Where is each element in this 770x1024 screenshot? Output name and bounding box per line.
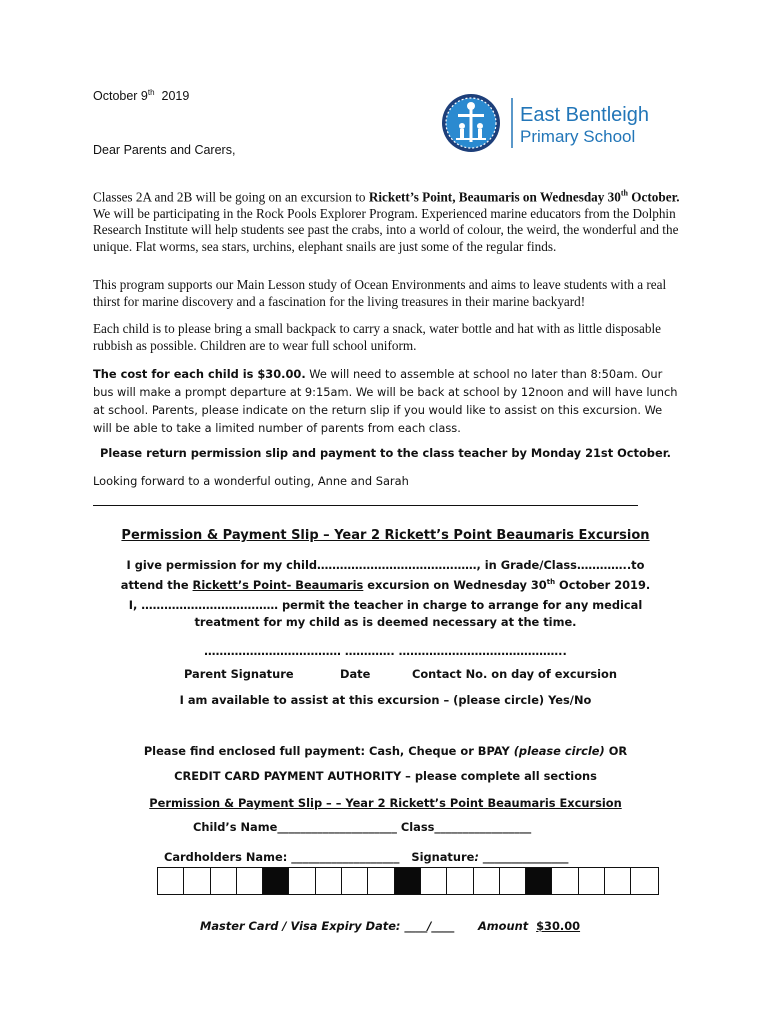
school-crest-icon <box>442 94 500 152</box>
parent-signature-label: Parent Signature <box>184 667 294 681</box>
cut-line-divider <box>93 505 638 506</box>
child-name-class-line: Child’s Name_____________________ Class_________________ <box>193 820 532 834</box>
amount-value: $30.00 <box>536 919 581 933</box>
card-separator-box <box>263 868 289 894</box>
card-digit-box <box>474 868 500 894</box>
card-digit-box <box>579 868 605 894</box>
credit-card-authority-heading: CREDIT CARD PAYMENT AUTHORITY – please complete all sections <box>174 769 597 783</box>
card-digit-box <box>421 868 447 894</box>
card-digit-box <box>342 868 368 894</box>
contact-label: Contact No. on day of excursion <box>412 667 617 681</box>
card-digit-box <box>316 868 342 894</box>
paragraph-program: This program supports our Main Lesson study of Ocean Environments and aims to leave students with a real thirst for marine discovery and a fascination for the living treasures in their marine backyard! <box>93 277 667 309</box>
availability-line: I am available to assist at this excursion – (please circle) Yes/No <box>179 693 592 707</box>
cardholder-line: Cardholders Name: ___________________ Signature: _______________ <box>164 850 569 864</box>
card-separator-box <box>395 868 421 894</box>
paragraph-cost: The cost for each child is $30.00. We will need to assemble at school no later than 8:50am. Our bus will make a prompt departure at 9:15am. We will be back at school by 12noon and will have lunch at school. Parents, please indicate on the return slip if you would like to assist on this excursion. We will be able to take a limited number of parents from each class. <box>93 367 678 435</box>
return-note: Please return permission slip and payment to the class teacher by Monday 21st October. <box>99 446 672 460</box>
permission-statement: I give permission for my child……………………………………, in Grade/Class…………..to attend the Rickett’s Point- Beaumaris excursion on Wednesday 30th October 2019. <box>120 558 651 592</box>
paragraph-excursion: Classes 2A and 2B will be going on an excursion to Rickett’s Point, Beaumaris on Wednesday 30th October. We will be participating in the Rock Pools Explorer Program. Experienced marine educators from the Dolphin Research Institute will help students see past the crabs, into a world of colour, the weird, the wonderful and the unique. Flat worms, sea stars, urchins, elephant snails are just some of the regular finds. <box>93 189 680 254</box>
card-digit-box <box>500 868 526 894</box>
slip2-title: Permission & Payment Slip – – Year 2 Rickett’s Point Beaumaris Excursion <box>149 796 622 810</box>
paragraph-backpack: Each child is to please bring a small backpack to carry a snack, water bottle and hat with as little disposable rubbish as possible. Children are to wear full school uniform. <box>93 321 661 353</box>
card-digit-box <box>211 868 237 894</box>
card-digit-box <box>447 868 473 894</box>
closing-line: Looking forward to a wonderful outing, Anne and Sarah <box>93 474 409 488</box>
date-label: Date <box>340 667 371 681</box>
card-digit-box <box>368 868 394 894</box>
school-name-line1: East Bentleigh <box>520 104 649 126</box>
school-logo <box>440 92 670 154</box>
signature-dotted-lines: ……………………………… …………. …………………………………….. <box>204 644 567 658</box>
letter-date: October 9th 2019 <box>93 88 190 104</box>
card-digit-box <box>158 868 184 894</box>
card-digit-box <box>184 868 210 894</box>
slip-title: Permission & Payment Slip – Year 2 Rickett’s Point Beaumaris Excursion <box>121 528 650 543</box>
expiry-amount-line: Master Card / Visa Expiry Date: ____/____ Amount $30.00 <box>200 919 581 933</box>
card-digit-box <box>552 868 578 894</box>
school-name-line2: Primary School <box>520 127 636 146</box>
medical-statement: I, ……………………………… permit the teacher in charge to arrange for any medical treatment for my child as is deemed necessary at the time. <box>128 598 643 629</box>
card-separator-box <box>526 868 552 894</box>
payment-line: Please find enclosed full payment: Cash, Cheque or BPAY (please circle) OR <box>143 744 628 758</box>
card-digit-box <box>237 868 263 894</box>
card-digit-box <box>631 868 657 894</box>
card-digit-box <box>605 868 631 894</box>
card-number-grid <box>157 867 659 895</box>
card-digit-box <box>289 868 315 894</box>
salutation: Dear Parents and Carers, <box>93 143 236 157</box>
